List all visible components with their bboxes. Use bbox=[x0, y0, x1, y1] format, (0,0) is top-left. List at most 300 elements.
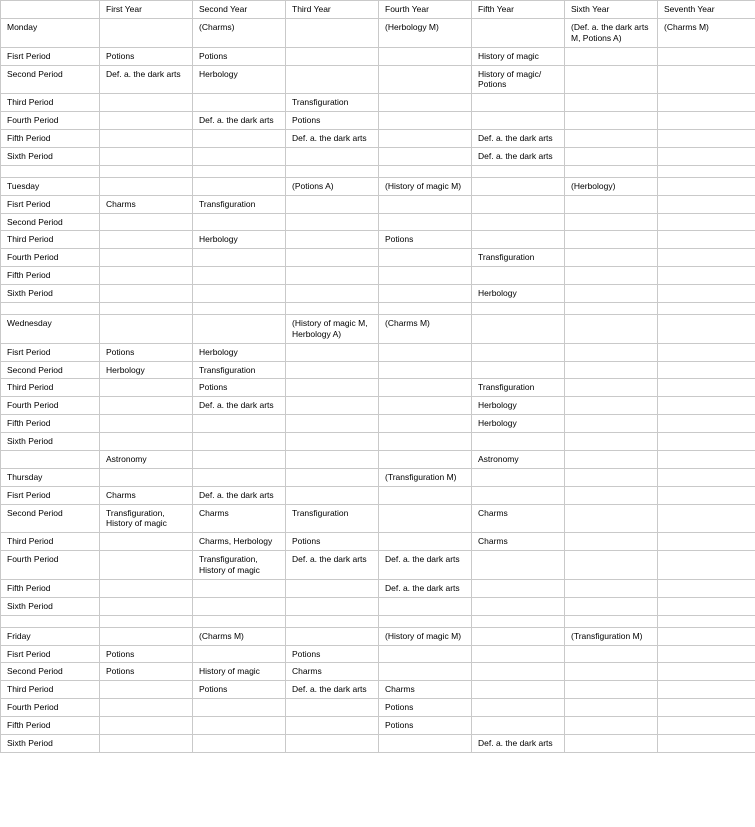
class-cell bbox=[472, 579, 565, 597]
period-row bbox=[1, 94, 755, 112]
class-cell bbox=[286, 285, 379, 303]
class-cell: Herbology bbox=[193, 65, 286, 94]
class-cell bbox=[193, 94, 286, 112]
class-cell bbox=[100, 699, 193, 717]
year-header-row bbox=[1, 1, 755, 19]
period-label: Fifth Period bbox=[1, 415, 100, 433]
class-cell bbox=[565, 615, 658, 627]
day-label-tuesday: Tuesday bbox=[1, 177, 100, 195]
class-cell bbox=[565, 504, 658, 533]
class-cell bbox=[658, 415, 755, 433]
class-cell bbox=[658, 147, 755, 165]
class-cell bbox=[565, 433, 658, 451]
period-row bbox=[1, 645, 755, 663]
day-note-cell bbox=[193, 177, 286, 195]
class-cell bbox=[379, 379, 472, 397]
class-cell: Charms bbox=[472, 504, 565, 533]
day-note-cell bbox=[100, 177, 193, 195]
class-cell bbox=[379, 94, 472, 112]
class-cell: History of magic/ Potions bbox=[472, 65, 565, 94]
class-cell bbox=[379, 486, 472, 504]
class-cell bbox=[100, 717, 193, 735]
class-cell bbox=[565, 213, 658, 231]
class-cell bbox=[658, 213, 755, 231]
day-note-cell bbox=[565, 314, 658, 343]
class-cell bbox=[565, 285, 658, 303]
day-label-friday: Friday bbox=[1, 627, 100, 645]
class-cell bbox=[565, 645, 658, 663]
class-cell: Potions bbox=[286, 645, 379, 663]
class-cell bbox=[193, 165, 286, 177]
class-cell bbox=[472, 165, 565, 177]
day-header-row bbox=[1, 468, 755, 486]
period-row bbox=[1, 415, 755, 433]
day-header-row bbox=[1, 627, 755, 645]
class-cell bbox=[379, 450, 472, 468]
class-cell: Def. a. the dark arts bbox=[286, 681, 379, 699]
class-cell bbox=[379, 195, 472, 213]
class-cell bbox=[565, 734, 658, 752]
class-cell: Transfiguration bbox=[193, 195, 286, 213]
class-cell bbox=[100, 231, 193, 249]
class-cell bbox=[565, 249, 658, 267]
day-note-cell bbox=[286, 468, 379, 486]
day-note-cell bbox=[472, 18, 565, 47]
class-cell bbox=[472, 112, 565, 130]
class-cell bbox=[472, 681, 565, 699]
class-cell bbox=[565, 112, 658, 130]
class-cell bbox=[565, 267, 658, 285]
class-cell bbox=[379, 47, 472, 65]
column-header-third-year: Third Year bbox=[286, 1, 379, 19]
class-cell bbox=[286, 450, 379, 468]
column-header-fourth-year: Fourth Year bbox=[379, 1, 472, 19]
class-cell bbox=[379, 267, 472, 285]
class-cell bbox=[286, 165, 379, 177]
class-cell bbox=[565, 130, 658, 148]
class-cell bbox=[100, 213, 193, 231]
day-note-cell: (Charms M) bbox=[658, 18, 755, 47]
day-note-cell bbox=[658, 314, 755, 343]
class-cell bbox=[565, 379, 658, 397]
day-note-cell: (History of magic M, Herbology A) bbox=[286, 314, 379, 343]
class-cell bbox=[193, 579, 286, 597]
class-cell: Potions bbox=[193, 47, 286, 65]
class-cell: Charms bbox=[193, 504, 286, 533]
class-cell bbox=[658, 231, 755, 249]
class-cell bbox=[658, 361, 755, 379]
period-row bbox=[1, 130, 755, 148]
class-cell bbox=[379, 415, 472, 433]
class-cell bbox=[658, 450, 755, 468]
class-cell: Astronomy bbox=[100, 450, 193, 468]
class-cell bbox=[100, 285, 193, 303]
class-cell bbox=[472, 231, 565, 249]
class-cell bbox=[658, 551, 755, 580]
class-cell bbox=[658, 717, 755, 735]
timetable-body bbox=[1, 18, 755, 752]
class-cell bbox=[565, 47, 658, 65]
class-cell bbox=[472, 663, 565, 681]
period-row bbox=[1, 249, 755, 267]
period-row bbox=[1, 734, 755, 752]
class-cell bbox=[100, 433, 193, 451]
day-note-cell: (Charms) bbox=[193, 18, 286, 47]
class-cell bbox=[472, 267, 565, 285]
period-label: Fifth Period bbox=[1, 130, 100, 148]
class-cell bbox=[658, 267, 755, 285]
class-cell bbox=[286, 249, 379, 267]
class-cell bbox=[286, 195, 379, 213]
class-cell bbox=[565, 94, 658, 112]
spacer-row bbox=[1, 302, 755, 314]
class-cell: Herbology bbox=[100, 361, 193, 379]
class-cell bbox=[379, 433, 472, 451]
class-cell: Astronomy bbox=[472, 450, 565, 468]
class-cell bbox=[379, 213, 472, 231]
class-cell bbox=[193, 302, 286, 314]
class-cell bbox=[100, 112, 193, 130]
spacer-row bbox=[1, 615, 755, 627]
class-cell bbox=[658, 504, 755, 533]
period-row bbox=[1, 681, 755, 699]
class-cell bbox=[472, 645, 565, 663]
class-cell bbox=[472, 486, 565, 504]
class-cell bbox=[565, 302, 658, 314]
period-label: Fourth Period bbox=[1, 249, 100, 267]
class-cell bbox=[286, 302, 379, 314]
period-row bbox=[1, 486, 755, 504]
day-label-monday: Monday bbox=[1, 18, 100, 47]
class-cell bbox=[379, 361, 472, 379]
class-cell bbox=[100, 147, 193, 165]
day-note-cell: (Def. a. the dark arts M, Potions A) bbox=[565, 18, 658, 47]
day-note-cell bbox=[100, 468, 193, 486]
class-cell bbox=[658, 734, 755, 752]
class-cell: Transfiguration bbox=[193, 361, 286, 379]
day-header-row bbox=[1, 314, 755, 343]
class-cell bbox=[286, 433, 379, 451]
period-row bbox=[1, 47, 755, 65]
class-cell bbox=[379, 130, 472, 148]
class-cell bbox=[100, 615, 193, 627]
class-cell bbox=[286, 415, 379, 433]
class-cell bbox=[379, 112, 472, 130]
class-cell bbox=[472, 195, 565, 213]
class-cell bbox=[658, 302, 755, 314]
class-cell bbox=[193, 615, 286, 627]
day-note-cell bbox=[472, 177, 565, 195]
period-label: Second Period bbox=[1, 65, 100, 94]
spacer-row bbox=[1, 450, 755, 468]
class-cell: Potions bbox=[100, 47, 193, 65]
class-cell bbox=[286, 379, 379, 397]
class-cell: Charms, Herbology bbox=[193, 533, 286, 551]
class-cell bbox=[379, 597, 472, 615]
period-label: Sixth Period bbox=[1, 597, 100, 615]
class-cell bbox=[658, 112, 755, 130]
class-cell bbox=[658, 486, 755, 504]
period-row bbox=[1, 551, 755, 580]
class-cell bbox=[379, 663, 472, 681]
period-label: Second Period bbox=[1, 213, 100, 231]
period-row bbox=[1, 504, 755, 533]
period-label: Third Period bbox=[1, 94, 100, 112]
class-cell: Transfiguration bbox=[472, 249, 565, 267]
day-note-cell: (Herbology) bbox=[565, 177, 658, 195]
class-cell bbox=[658, 379, 755, 397]
class-cell bbox=[565, 397, 658, 415]
class-cell bbox=[658, 47, 755, 65]
period-label: Fifth Period bbox=[1, 267, 100, 285]
period-row bbox=[1, 699, 755, 717]
class-cell bbox=[472, 213, 565, 231]
class-cell bbox=[472, 717, 565, 735]
class-cell bbox=[379, 397, 472, 415]
class-cell bbox=[565, 597, 658, 615]
day-note-cell bbox=[565, 468, 658, 486]
class-cell bbox=[658, 65, 755, 94]
class-cell bbox=[658, 285, 755, 303]
class-cell: Transfiguration, History of magic bbox=[100, 504, 193, 533]
class-cell: Charms bbox=[472, 533, 565, 551]
class-cell bbox=[286, 699, 379, 717]
class-cell bbox=[100, 379, 193, 397]
class-cell: History of magic bbox=[472, 47, 565, 65]
class-cell bbox=[565, 681, 658, 699]
class-cell: Transfiguration, History of magic bbox=[193, 551, 286, 580]
class-cell bbox=[565, 486, 658, 504]
period-label: Sixth Period bbox=[1, 433, 100, 451]
class-cell: Potions bbox=[379, 717, 472, 735]
period-label: Fifth Period bbox=[1, 717, 100, 735]
period-row bbox=[1, 213, 755, 231]
period-row bbox=[1, 433, 755, 451]
class-cell bbox=[379, 302, 472, 314]
day-note-cell: (History of magic M) bbox=[379, 627, 472, 645]
class-cell bbox=[658, 249, 755, 267]
class-cell: Potions bbox=[286, 533, 379, 551]
class-cell bbox=[658, 165, 755, 177]
spacer-row bbox=[1, 165, 755, 177]
day-note-cell: (Transfiguration M) bbox=[379, 468, 472, 486]
class-cell bbox=[379, 734, 472, 752]
class-cell bbox=[472, 343, 565, 361]
period-label: Third Period bbox=[1, 533, 100, 551]
class-cell bbox=[658, 579, 755, 597]
class-cell bbox=[472, 551, 565, 580]
period-label bbox=[1, 450, 100, 468]
class-cell: Def. a. the dark arts bbox=[193, 486, 286, 504]
period-row bbox=[1, 533, 755, 551]
class-cell: Def. a. the dark arts bbox=[286, 551, 379, 580]
class-cell bbox=[565, 579, 658, 597]
class-cell bbox=[658, 681, 755, 699]
class-cell bbox=[379, 533, 472, 551]
class-cell bbox=[286, 231, 379, 249]
class-cell bbox=[379, 147, 472, 165]
class-cell bbox=[379, 165, 472, 177]
period-row bbox=[1, 597, 755, 615]
class-cell bbox=[379, 249, 472, 267]
day-note-cell bbox=[100, 314, 193, 343]
day-note-cell: (Charms M) bbox=[193, 627, 286, 645]
class-cell bbox=[286, 361, 379, 379]
class-cell bbox=[565, 415, 658, 433]
class-cell bbox=[286, 579, 379, 597]
column-header-first-year: First Year bbox=[100, 1, 193, 19]
period-label: Third Period bbox=[1, 681, 100, 699]
class-cell bbox=[286, 597, 379, 615]
column-header-fifth-year: Fifth Year bbox=[472, 1, 565, 19]
day-note-cell: (Potions A) bbox=[286, 177, 379, 195]
class-cell bbox=[286, 213, 379, 231]
class-cell: Def. a. the dark arts bbox=[472, 130, 565, 148]
day-note-cell bbox=[100, 18, 193, 47]
class-cell: Def. a. the dark arts bbox=[379, 579, 472, 597]
period-row bbox=[1, 379, 755, 397]
class-cell: Herbology bbox=[472, 415, 565, 433]
class-cell: Potions bbox=[100, 343, 193, 361]
period-row bbox=[1, 663, 755, 681]
class-cell bbox=[100, 267, 193, 285]
class-cell bbox=[472, 615, 565, 627]
column-header-sixth-year: Sixth Year bbox=[565, 1, 658, 19]
class-cell bbox=[658, 533, 755, 551]
class-cell bbox=[100, 681, 193, 699]
class-cell bbox=[565, 717, 658, 735]
class-cell bbox=[658, 195, 755, 213]
day-note-cell: (Herbology M) bbox=[379, 18, 472, 47]
class-cell bbox=[286, 147, 379, 165]
period-row bbox=[1, 343, 755, 361]
class-cell: Def. a. the dark arts bbox=[100, 65, 193, 94]
class-cell: Herbology bbox=[193, 343, 286, 361]
class-cell: Potions bbox=[379, 699, 472, 717]
class-cell bbox=[193, 717, 286, 735]
column-header-second-year: Second Year bbox=[193, 1, 286, 19]
class-cell bbox=[379, 615, 472, 627]
day-note-cell bbox=[193, 468, 286, 486]
period-row bbox=[1, 717, 755, 735]
period-label bbox=[1, 615, 100, 627]
class-cell bbox=[658, 597, 755, 615]
class-cell bbox=[658, 663, 755, 681]
class-cell bbox=[472, 433, 565, 451]
class-cell bbox=[286, 397, 379, 415]
class-cell bbox=[100, 249, 193, 267]
class-cell: Potions bbox=[286, 112, 379, 130]
class-cell: Charms bbox=[100, 195, 193, 213]
period-label: Third Period bbox=[1, 379, 100, 397]
class-cell bbox=[100, 597, 193, 615]
class-cell bbox=[286, 343, 379, 361]
class-cell bbox=[658, 615, 755, 627]
class-cell bbox=[565, 195, 658, 213]
class-cell bbox=[193, 450, 286, 468]
class-cell bbox=[100, 533, 193, 551]
day-note-cell bbox=[100, 627, 193, 645]
timetable-header bbox=[1, 1, 755, 19]
class-cell: Potions bbox=[193, 681, 286, 699]
class-cell: Potions bbox=[100, 663, 193, 681]
day-note-cell: (Charms M) bbox=[379, 314, 472, 343]
day-label-wednesday: Wednesday bbox=[1, 314, 100, 343]
class-cell: History of magic bbox=[193, 663, 286, 681]
class-cell bbox=[472, 699, 565, 717]
period-row bbox=[1, 195, 755, 213]
class-cell: Herbology bbox=[472, 285, 565, 303]
day-note-cell bbox=[286, 627, 379, 645]
period-label: Fourth Period bbox=[1, 551, 100, 580]
class-cell bbox=[193, 597, 286, 615]
period-label: Second Period bbox=[1, 504, 100, 533]
class-cell: Transfiguration bbox=[286, 94, 379, 112]
day-note-cell bbox=[472, 468, 565, 486]
period-row bbox=[1, 397, 755, 415]
period-label: Sixth Period bbox=[1, 285, 100, 303]
class-cell bbox=[565, 65, 658, 94]
class-cell: Transfiguration bbox=[286, 504, 379, 533]
class-cell bbox=[286, 47, 379, 65]
day-note-cell: (Transfiguration M) bbox=[565, 627, 658, 645]
class-cell bbox=[658, 645, 755, 663]
class-cell bbox=[193, 734, 286, 752]
period-row bbox=[1, 231, 755, 249]
period-row bbox=[1, 267, 755, 285]
class-cell bbox=[379, 343, 472, 361]
class-cell bbox=[100, 302, 193, 314]
day-note-cell: (History of magic M) bbox=[379, 177, 472, 195]
day-label-thursday: Thursday bbox=[1, 468, 100, 486]
class-cell: Charms bbox=[286, 663, 379, 681]
period-label: Third Period bbox=[1, 231, 100, 249]
class-cell bbox=[100, 397, 193, 415]
period-label: Second Period bbox=[1, 663, 100, 681]
class-cell bbox=[100, 415, 193, 433]
day-note-cell bbox=[472, 627, 565, 645]
day-note-cell bbox=[658, 468, 755, 486]
class-cell: Herbology bbox=[193, 231, 286, 249]
day-note-cell bbox=[286, 18, 379, 47]
class-cell bbox=[193, 213, 286, 231]
header-corner-cell bbox=[1, 1, 100, 19]
class-cell bbox=[472, 597, 565, 615]
class-cell: Charms bbox=[100, 486, 193, 504]
class-cell bbox=[193, 645, 286, 663]
class-cell bbox=[193, 699, 286, 717]
class-cell: Charms bbox=[379, 681, 472, 699]
class-cell bbox=[193, 433, 286, 451]
period-label: Fourth Period bbox=[1, 699, 100, 717]
period-label: Fisrt Period bbox=[1, 47, 100, 65]
day-note-cell bbox=[658, 177, 755, 195]
class-cell: Transfiguration bbox=[472, 379, 565, 397]
day-header-row bbox=[1, 177, 755, 195]
class-cell bbox=[565, 551, 658, 580]
period-label bbox=[1, 302, 100, 314]
class-cell bbox=[286, 65, 379, 94]
class-cell: Herbology bbox=[472, 397, 565, 415]
class-cell bbox=[658, 343, 755, 361]
class-cell: Def. a. the dark arts bbox=[379, 551, 472, 580]
column-header-seventh-year: Seventh Year bbox=[658, 1, 755, 19]
class-cell bbox=[193, 130, 286, 148]
class-cell: Def. a. the dark arts bbox=[286, 130, 379, 148]
period-row bbox=[1, 112, 755, 130]
class-cell bbox=[565, 361, 658, 379]
period-label: Fifth Period bbox=[1, 579, 100, 597]
